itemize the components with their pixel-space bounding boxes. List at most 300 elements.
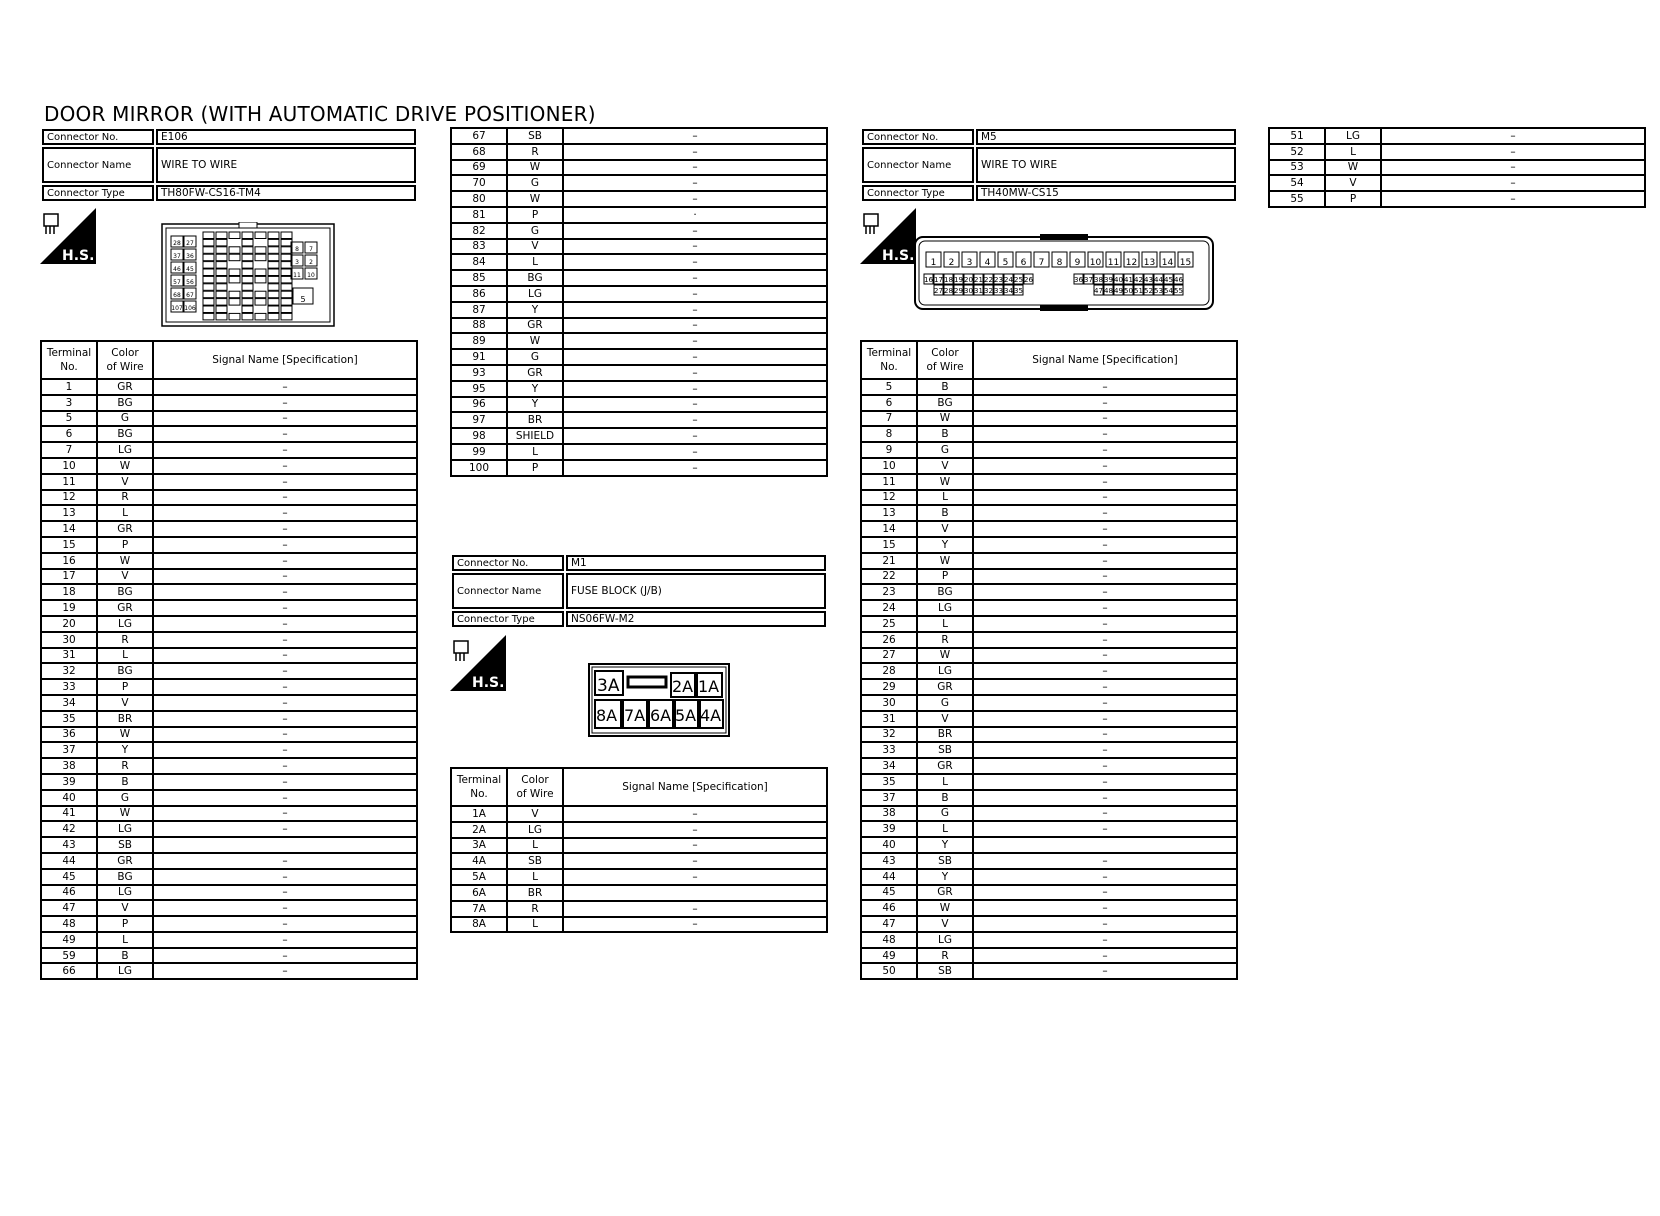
connector-pin bbox=[281, 291, 292, 298]
wire-color: W bbox=[917, 553, 973, 569]
table-row bbox=[1269, 191, 1645, 207]
table-row bbox=[41, 853, 417, 869]
terminal-no: 88 bbox=[451, 318, 507, 334]
connector-pin bbox=[268, 299, 279, 306]
table-row bbox=[861, 600, 1237, 616]
table-row bbox=[451, 806, 827, 822]
signal-name bbox=[153, 837, 417, 853]
wire-color: R bbox=[97, 758, 153, 774]
terminal-no: 6 bbox=[41, 426, 97, 442]
connector-diagram-m1 bbox=[588, 663, 730, 741]
signal-name: – bbox=[563, 444, 827, 460]
signal-name: – bbox=[563, 412, 827, 428]
wire-color: G bbox=[917, 442, 973, 458]
wire-color: BG bbox=[97, 426, 153, 442]
terminal-header bbox=[861, 341, 917, 379]
terminal-no: 28 bbox=[861, 663, 917, 679]
connector-name-value: WIRE TO WIRE bbox=[156, 147, 416, 183]
svg-text:1A: 1A bbox=[698, 677, 720, 696]
wire-color: LG bbox=[97, 963, 153, 979]
wire-color: GR bbox=[97, 379, 153, 395]
connector-pin bbox=[216, 276, 227, 283]
signal-name: – bbox=[973, 648, 1237, 664]
wire-color: W bbox=[1325, 160, 1381, 176]
table-row bbox=[41, 790, 417, 806]
connector-pin bbox=[203, 232, 214, 239]
terminal-no: 87 bbox=[451, 302, 507, 318]
signal-name: – bbox=[153, 474, 417, 490]
table-row bbox=[41, 774, 417, 790]
table-row bbox=[861, 679, 1237, 695]
table-row bbox=[41, 584, 417, 600]
table-row bbox=[451, 822, 827, 838]
table-row bbox=[451, 901, 827, 917]
wire-color: GR bbox=[507, 365, 563, 381]
connector-pin-label: 41 bbox=[1124, 276, 1133, 284]
table-row bbox=[41, 521, 417, 537]
signal-name: – bbox=[563, 286, 827, 302]
table-row bbox=[1269, 144, 1645, 160]
connector-pin-label: 16 bbox=[924, 276, 933, 284]
connector-pin bbox=[242, 232, 253, 239]
table-row bbox=[1269, 175, 1645, 191]
signal-name: – bbox=[153, 553, 417, 569]
signal-name: – bbox=[563, 270, 827, 286]
wire-color: P bbox=[507, 460, 563, 476]
terminal-no: 32 bbox=[861, 727, 917, 743]
wire-color: L bbox=[97, 505, 153, 521]
connector-pin-label: 33 bbox=[994, 287, 1003, 295]
terminal-no: 70 bbox=[451, 175, 507, 191]
color-header-line1: Color bbox=[521, 774, 549, 786]
color-header-line2: of Wire bbox=[106, 361, 144, 373]
wire-color: BR bbox=[917, 727, 973, 743]
table-row bbox=[41, 679, 417, 695]
terminal-no: 89 bbox=[451, 333, 507, 349]
wire-color: LG bbox=[97, 821, 153, 837]
signal-name: – bbox=[563, 223, 827, 239]
table-row bbox=[451, 239, 827, 255]
connector-pin-label: 15 bbox=[1179, 258, 1192, 268]
table-row bbox=[41, 411, 417, 427]
terminal-no: 81 bbox=[451, 207, 507, 223]
wire-color: P bbox=[507, 207, 563, 223]
connector-pin-label: 55 bbox=[1174, 287, 1183, 295]
connector-pin-label: 4 bbox=[984, 258, 991, 268]
connector-pin-label: 28 bbox=[173, 240, 181, 247]
connector-name-label: Connector Name bbox=[862, 147, 974, 183]
wire-color: R bbox=[917, 948, 973, 964]
table-row bbox=[861, 932, 1237, 948]
signal-name: – bbox=[563, 239, 827, 255]
signal-name: – bbox=[563, 397, 827, 413]
terminal-no: 3 bbox=[41, 395, 97, 411]
signal-name: – bbox=[153, 963, 417, 979]
connector-pin bbox=[203, 269, 214, 276]
connector-pin bbox=[255, 291, 266, 298]
wire-color: LG bbox=[917, 600, 973, 616]
table-row bbox=[41, 742, 417, 758]
wire-color: L bbox=[97, 648, 153, 664]
table-row bbox=[861, 474, 1237, 490]
wire-color: Y bbox=[507, 381, 563, 397]
table-row bbox=[41, 695, 417, 711]
signal-name: – bbox=[153, 900, 417, 916]
table-row bbox=[451, 223, 827, 239]
connector-pin bbox=[229, 254, 240, 261]
terminal-no: 50 bbox=[861, 963, 917, 979]
connector-pin-label: 46 bbox=[173, 266, 181, 273]
terminal-no: 3A bbox=[451, 838, 507, 854]
table-row bbox=[861, 742, 1237, 758]
table-row bbox=[861, 458, 1237, 474]
svg-text:2A: 2A bbox=[672, 677, 694, 696]
signal-name: – bbox=[973, 963, 1237, 979]
harness-side-icon bbox=[860, 208, 916, 264]
table-row bbox=[861, 411, 1237, 427]
connector-pin bbox=[268, 232, 279, 239]
table-row bbox=[861, 948, 1237, 964]
connector-pin-label: 36 bbox=[1074, 276, 1083, 284]
terminal-no: 47 bbox=[861, 916, 917, 932]
wire-color: B bbox=[97, 948, 153, 964]
table-row bbox=[451, 270, 827, 286]
wire-color: V bbox=[97, 569, 153, 585]
signal-name: – bbox=[153, 806, 417, 822]
wire-color: V bbox=[917, 711, 973, 727]
connector-pin bbox=[203, 247, 214, 254]
connector-pin-label: 24 bbox=[1004, 276, 1013, 284]
connector-pin bbox=[203, 284, 214, 291]
connector-pin bbox=[216, 306, 227, 313]
wire-color: LG bbox=[917, 663, 973, 679]
table-row bbox=[451, 302, 827, 318]
signal-name: – bbox=[973, 426, 1237, 442]
svg-text:H.S.: H.S. bbox=[472, 675, 505, 691]
wire-color: BR bbox=[507, 885, 563, 901]
connector-pin bbox=[281, 306, 292, 313]
table-row bbox=[41, 758, 417, 774]
connector-pin bbox=[255, 299, 266, 306]
wire-color: LG bbox=[507, 286, 563, 302]
wire-color: W bbox=[917, 900, 973, 916]
table-row bbox=[451, 349, 827, 365]
signal-name: – bbox=[153, 537, 417, 553]
wire-color: G bbox=[507, 175, 563, 191]
signal-name: – bbox=[973, 490, 1237, 506]
connector-pin-label: 13 bbox=[1143, 258, 1156, 268]
wire-color: SB bbox=[507, 128, 563, 144]
connector-no-value: M5 bbox=[976, 129, 1236, 145]
terminal-no: 33 bbox=[41, 679, 97, 695]
terminal-no: 5A bbox=[451, 869, 507, 885]
terminal-no: 7 bbox=[41, 442, 97, 458]
terminal-no: 41 bbox=[41, 806, 97, 822]
connector-pin bbox=[255, 269, 266, 276]
connector-pin bbox=[281, 232, 292, 239]
connector-name-label: Connector Name bbox=[42, 147, 154, 183]
wire-color: P bbox=[97, 537, 153, 553]
terminal-no: 11 bbox=[861, 474, 917, 490]
connector-pin-label: 20 bbox=[964, 276, 973, 284]
signal-name: – bbox=[563, 333, 827, 349]
terminal-no: 91 bbox=[451, 349, 507, 365]
connector-pin bbox=[242, 313, 253, 320]
signal-name: – bbox=[563, 254, 827, 270]
connector-name-label: Connector Name bbox=[452, 573, 564, 609]
terminal-no: 39 bbox=[861, 821, 917, 837]
signal-name: – bbox=[973, 900, 1237, 916]
table-row bbox=[41, 663, 417, 679]
wire-color: R bbox=[507, 901, 563, 917]
table-row bbox=[451, 254, 827, 270]
connector-pin bbox=[229, 269, 240, 276]
terminal-no: 86 bbox=[451, 286, 507, 302]
terminal-no: 43 bbox=[41, 837, 97, 853]
connector-type-label: Connector Type bbox=[862, 185, 974, 201]
terminal-no: 66 bbox=[41, 963, 97, 979]
signal-name: – bbox=[563, 917, 827, 933]
connector-name-value: FUSE BLOCK (J/B) bbox=[566, 573, 826, 609]
connector-type-label: Connector Type bbox=[42, 185, 154, 201]
connector-pin bbox=[268, 284, 279, 291]
terminal-header-line2: No. bbox=[880, 361, 898, 373]
wire-color: BG bbox=[917, 584, 973, 600]
terminal-header bbox=[451, 768, 507, 806]
table-row bbox=[41, 379, 417, 395]
connector-no-value: M1 bbox=[566, 555, 826, 571]
table-row bbox=[451, 460, 827, 476]
table-row bbox=[861, 537, 1237, 553]
wire-color: W bbox=[507, 191, 563, 207]
terminal-no: 17 bbox=[41, 569, 97, 585]
terminal-no: 22 bbox=[861, 569, 917, 585]
terminal-no: 93 bbox=[451, 365, 507, 381]
svg-text:H.S.: H.S. bbox=[882, 248, 915, 264]
connector-pin bbox=[242, 254, 253, 261]
wire-color: V bbox=[917, 458, 973, 474]
connector-pin-label: 57 bbox=[173, 279, 181, 286]
connector-name-value: WIRE TO WIRE bbox=[976, 147, 1236, 183]
connector-pin bbox=[216, 284, 227, 291]
table-header-row bbox=[41, 341, 417, 379]
signal-name: – bbox=[153, 869, 417, 885]
connector-pin-label: 18 bbox=[944, 276, 953, 284]
terminal-table-m1 bbox=[450, 767, 828, 933]
wire-color: P bbox=[1325, 191, 1381, 207]
terminal-no: 40 bbox=[861, 837, 917, 853]
terminal-no: 15 bbox=[41, 537, 97, 553]
wire-color: Y bbox=[507, 302, 563, 318]
terminal-no: 100 bbox=[451, 460, 507, 476]
table-row bbox=[861, 885, 1237, 901]
connector-pin-label: 51 bbox=[1134, 287, 1143, 295]
connector-pin-label: 1 bbox=[930, 258, 937, 268]
wire-color: LG bbox=[97, 442, 153, 458]
signal-name: – bbox=[973, 869, 1237, 885]
signal-name: – bbox=[153, 663, 417, 679]
connector-pin bbox=[268, 269, 279, 276]
terminal-no: 26 bbox=[861, 632, 917, 648]
wire-color: BG bbox=[97, 869, 153, 885]
wire-color: G bbox=[917, 695, 973, 711]
connector-pin bbox=[216, 232, 227, 239]
connector-pin-label: 3 bbox=[295, 259, 299, 266]
signal-name: – bbox=[973, 395, 1237, 411]
terminal-header-line2: No. bbox=[470, 788, 488, 800]
connector-pin-label: 44 bbox=[1154, 276, 1163, 284]
wire-color: P bbox=[97, 916, 153, 932]
connector-pin bbox=[242, 306, 253, 313]
color-header-line1: Color bbox=[111, 347, 139, 359]
signal-name: – bbox=[973, 600, 1237, 616]
signal-name: – bbox=[153, 426, 417, 442]
wire-color: W bbox=[917, 648, 973, 664]
signal-name: – bbox=[153, 853, 417, 869]
wire-color: GR bbox=[917, 679, 973, 695]
table-row bbox=[41, 395, 417, 411]
connector-pin-label: 47 bbox=[1094, 287, 1103, 295]
signal-name: – bbox=[1381, 160, 1645, 176]
signal-name: – bbox=[973, 632, 1237, 648]
table-row bbox=[451, 175, 827, 191]
signal-name: – bbox=[153, 679, 417, 695]
wire-color: L bbox=[1325, 144, 1381, 160]
connector-pin bbox=[216, 291, 227, 298]
signal-name: – bbox=[563, 349, 827, 365]
connector-header-e106 bbox=[40, 127, 418, 203]
wire-color: Y bbox=[917, 537, 973, 553]
terminal-no: 20 bbox=[41, 616, 97, 632]
table-row bbox=[41, 948, 417, 964]
connector-pin bbox=[229, 232, 240, 239]
wire-color: L bbox=[917, 774, 973, 790]
terminal-no: 2A bbox=[451, 822, 507, 838]
wire-color: W bbox=[97, 727, 153, 743]
signal-name: – bbox=[153, 584, 417, 600]
connector-pin bbox=[229, 313, 240, 320]
wire-color: GR bbox=[507, 318, 563, 334]
wire-color: SB bbox=[917, 742, 973, 758]
terminal-no: 35 bbox=[861, 774, 917, 790]
table-row bbox=[861, 963, 1237, 979]
signal-name: – bbox=[153, 490, 417, 506]
signal-name: – bbox=[973, 727, 1237, 743]
wire-color: G bbox=[507, 223, 563, 239]
terminal-no: 39 bbox=[41, 774, 97, 790]
connector-pin-label: 52 bbox=[1144, 287, 1153, 295]
table-row bbox=[451, 365, 827, 381]
wire-color: BR bbox=[507, 412, 563, 428]
wire-color: GR bbox=[917, 885, 973, 901]
terminal-no: 83 bbox=[451, 239, 507, 255]
terminal-no: 80 bbox=[451, 191, 507, 207]
connector-pin-label: 22 bbox=[984, 276, 993, 284]
connector-no-label: Connector No. bbox=[42, 129, 154, 145]
signal-name: – bbox=[973, 790, 1237, 806]
wire-color: L bbox=[507, 917, 563, 933]
table-header-row bbox=[861, 341, 1237, 379]
connector-pin bbox=[203, 262, 214, 269]
terminal-no: 1A bbox=[451, 806, 507, 822]
connector-pin bbox=[255, 313, 266, 320]
connector-pin bbox=[216, 254, 227, 261]
wire-color: SB bbox=[917, 853, 973, 869]
table-row bbox=[41, 806, 417, 822]
signal-header: Signal Name [Specification] bbox=[153, 341, 417, 379]
connector-pin bbox=[281, 247, 292, 254]
table-row bbox=[861, 869, 1237, 885]
connector-pin bbox=[281, 284, 292, 291]
terminal-no: 82 bbox=[451, 223, 507, 239]
signal-name: – bbox=[973, 758, 1237, 774]
terminal-no: 38 bbox=[41, 758, 97, 774]
terminal-no: 47 bbox=[41, 900, 97, 916]
wire-color: B bbox=[917, 379, 973, 395]
terminal-no: 5 bbox=[861, 379, 917, 395]
terminal-no: 25 bbox=[861, 616, 917, 632]
signal-name: – bbox=[563, 160, 827, 176]
signal-name: – bbox=[1381, 191, 1645, 207]
signal-name: – bbox=[563, 460, 827, 476]
signal-name: – bbox=[973, 474, 1237, 490]
signal-name: – bbox=[153, 458, 417, 474]
svg-text:3A: 3A bbox=[597, 676, 620, 696]
table-row bbox=[451, 381, 827, 397]
connector-pin-label: 107 bbox=[171, 305, 183, 312]
table-row bbox=[41, 727, 417, 743]
table-row bbox=[861, 695, 1237, 711]
table-row bbox=[41, 442, 417, 458]
signal-name: – bbox=[973, 379, 1237, 395]
color-header bbox=[97, 341, 153, 379]
wire-color: L bbox=[507, 838, 563, 854]
connector-pin bbox=[216, 239, 227, 246]
terminal-no: 23 bbox=[861, 584, 917, 600]
wire-color: BG bbox=[507, 270, 563, 286]
connector-pin-label: 43 bbox=[1144, 276, 1153, 284]
wire-color: LG bbox=[917, 932, 973, 948]
table-row bbox=[861, 758, 1237, 774]
connector-pin-label: 8 bbox=[1056, 258, 1063, 268]
terminal-header-line1: Terminal bbox=[456, 774, 502, 786]
terminal-table-e106-continued bbox=[450, 127, 828, 477]
connector-pin bbox=[255, 276, 266, 283]
table-row bbox=[1269, 128, 1645, 144]
terminal-no: 96 bbox=[451, 397, 507, 413]
connector-pin bbox=[281, 262, 292, 269]
wire-color: R bbox=[97, 632, 153, 648]
wire-color: V bbox=[507, 806, 563, 822]
connector-pin bbox=[203, 254, 214, 261]
table-row bbox=[451, 412, 827, 428]
connector-pin-label: 11 bbox=[1107, 258, 1120, 268]
wire-color: Y bbox=[917, 837, 973, 853]
terminal-no: 29 bbox=[861, 679, 917, 695]
table-row bbox=[451, 853, 827, 869]
terminal-no: 9 bbox=[861, 442, 917, 458]
signal-name: – bbox=[973, 932, 1237, 948]
table-row bbox=[41, 963, 417, 979]
signal-name: – bbox=[153, 505, 417, 521]
signal-name: – bbox=[153, 790, 417, 806]
signal-name: – bbox=[153, 742, 417, 758]
terminal-no: 45 bbox=[41, 869, 97, 885]
connector-pin bbox=[242, 291, 253, 298]
harness-side-icon bbox=[450, 635, 506, 691]
wire-color: G bbox=[97, 411, 153, 427]
table-row bbox=[861, 426, 1237, 442]
